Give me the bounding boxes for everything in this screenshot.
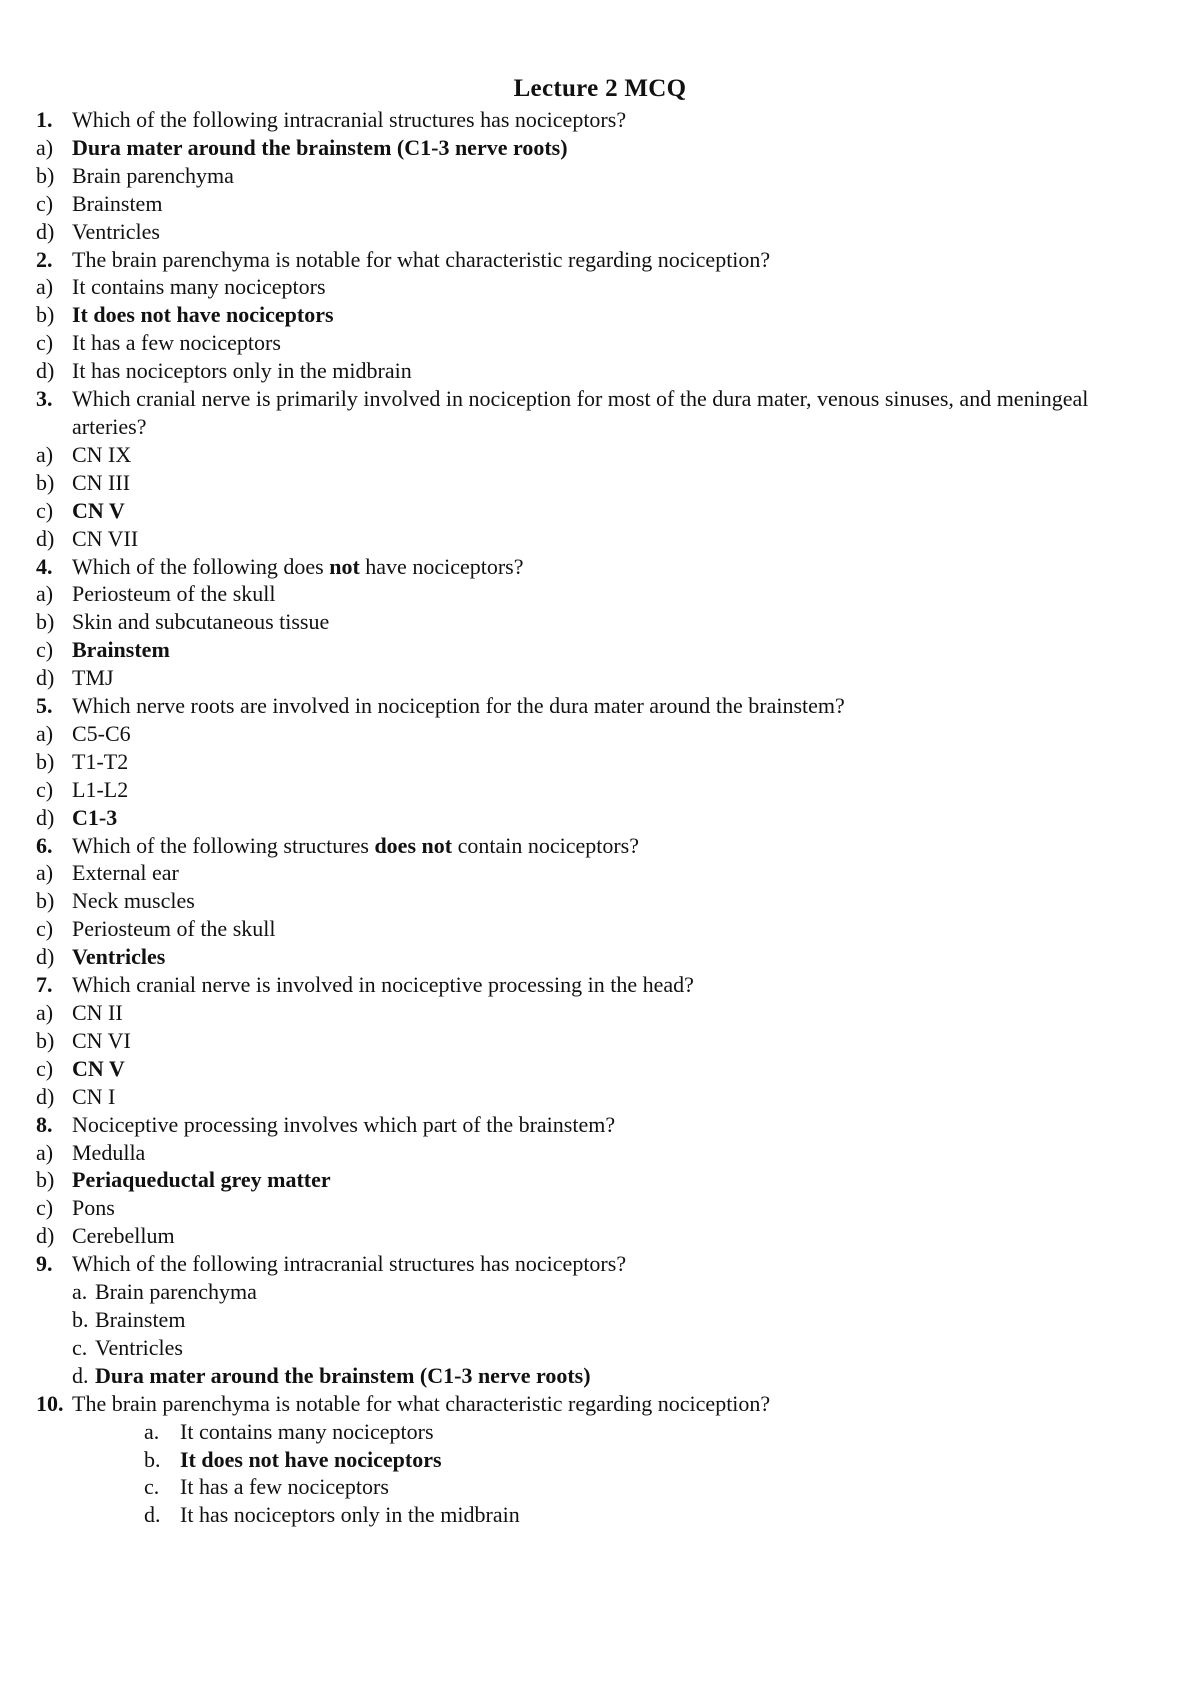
question-stem bbox=[36, 1111, 1166, 1139]
option-text: Brain parenchyma bbox=[72, 162, 234, 188]
option-label: b) bbox=[36, 609, 55, 635]
question-text bbox=[72, 971, 694, 999]
answer-option bbox=[36, 887, 1166, 915]
option-text: Brainstem bbox=[72, 190, 163, 216]
option-text: It does not have nociceptors bbox=[72, 302, 334, 328]
option-label: c) bbox=[36, 776, 54, 802]
option-label: a) bbox=[36, 1139, 54, 1165]
text-segment: Which cranial nerve is primarily involved in nociception for most of the dura mater, venous sinuses, and meningeal arteries? bbox=[72, 386, 1089, 439]
option-label: b) bbox=[36, 1167, 55, 1193]
question-number: 1. bbox=[36, 107, 53, 132]
option-label: a) bbox=[36, 581, 54, 607]
option-text: It has nociceptors only in the midbrain bbox=[72, 358, 412, 384]
option-text: CN IX bbox=[72, 441, 132, 467]
answer-option bbox=[36, 664, 1166, 692]
option-text: Pons bbox=[72, 1195, 115, 1221]
answer-option bbox=[36, 1501, 1166, 1529]
option-label: b. bbox=[72, 1306, 89, 1332]
question-number: 2. bbox=[36, 246, 53, 272]
question-text bbox=[72, 553, 524, 581]
option-label: b) bbox=[36, 888, 55, 914]
option-text: Ventricles bbox=[95, 1334, 183, 1360]
option-label: a) bbox=[36, 134, 54, 160]
option-text: External ear bbox=[72, 860, 179, 886]
text-segment: The brain parenchyma is notable for what characteristic regarding nociception? bbox=[72, 1390, 771, 1416]
answer-option-correct bbox=[36, 1166, 1166, 1194]
answer-option bbox=[36, 1334, 1166, 1362]
option-text: TMJ bbox=[72, 665, 114, 691]
question-number: 7. bbox=[36, 972, 53, 998]
text-segment: Nociceptive processing involves which part of the brainstem? bbox=[72, 1111, 616, 1137]
option-label: c) bbox=[36, 1055, 54, 1081]
option-label: c. bbox=[72, 1334, 88, 1360]
option-text: It contains many nociceptors bbox=[72, 274, 326, 300]
option-text: Cerebellum bbox=[72, 1223, 175, 1249]
question-stem bbox=[36, 832, 1166, 860]
option-text: CN II bbox=[72, 1000, 123, 1025]
option-label: d) bbox=[36, 1223, 55, 1249]
question-text bbox=[72, 1111, 615, 1139]
option-label: a. bbox=[144, 1418, 160, 1444]
option-text: It has a few nociceptors bbox=[180, 1474, 389, 1500]
question-text bbox=[72, 692, 845, 720]
answer-option bbox=[36, 469, 1166, 497]
answer-option bbox=[36, 525, 1166, 553]
option-text: Dura mater around the brainstem (C1-3 nerve roots) bbox=[95, 1362, 591, 1388]
answer-option bbox=[36, 720, 1166, 748]
answer-option bbox=[36, 1194, 1166, 1222]
option-label: b) bbox=[36, 302, 55, 328]
answer-option bbox=[36, 190, 1166, 218]
text-segment: contain nociceptors? bbox=[452, 832, 639, 858]
option-label: d) bbox=[36, 358, 55, 384]
question-number: 9. bbox=[36, 1251, 53, 1277]
answer-option bbox=[36, 748, 1166, 776]
option-label: c) bbox=[36, 497, 54, 523]
option-text: It does not have nociceptors bbox=[180, 1446, 442, 1472]
question-list bbox=[36, 106, 1166, 1529]
option-label: d) bbox=[36, 1083, 55, 1109]
text-segment: Which of the following intracranial structures has nociceptors? bbox=[72, 107, 627, 132]
answer-option bbox=[36, 1278, 1166, 1306]
option-text: Periosteum of the skull bbox=[72, 916, 276, 942]
option-text: C1-3 bbox=[72, 804, 118, 830]
option-label: a) bbox=[36, 860, 54, 886]
option-text: CN VII bbox=[72, 525, 139, 551]
question-text bbox=[72, 1390, 770, 1418]
option-label: d) bbox=[36, 665, 55, 691]
answer-option bbox=[36, 915, 1166, 943]
option-label: c. bbox=[144, 1474, 160, 1500]
option-label: d) bbox=[36, 218, 55, 244]
answer-option-correct bbox=[36, 497, 1166, 525]
answer-option bbox=[36, 162, 1166, 190]
text-segment: Which of the following structures bbox=[72, 832, 375, 858]
option-label: d) bbox=[36, 525, 55, 551]
answer-option bbox=[36, 441, 1166, 469]
answer-option-correct bbox=[36, 301, 1166, 329]
answer-option-correct bbox=[36, 636, 1166, 664]
option-label: b) bbox=[36, 1027, 55, 1053]
question-stem bbox=[36, 971, 1166, 999]
question-number: 8. bbox=[36, 1111, 53, 1137]
option-text: Brain parenchyma bbox=[95, 1279, 257, 1305]
question-text bbox=[72, 246, 770, 274]
option-label: c) bbox=[36, 1195, 54, 1221]
question-text bbox=[72, 832, 639, 860]
text-segment: Which cranial nerve is involved in nociceptive processing in the head? bbox=[72, 972, 694, 998]
option-text: CN III bbox=[72, 469, 131, 495]
text-segment: Which of the following does bbox=[72, 553, 330, 579]
option-label: b. bbox=[144, 1446, 161, 1472]
answer-option bbox=[36, 859, 1166, 887]
question-number: 10. bbox=[36, 1390, 64, 1416]
option-text: Ventricles bbox=[72, 944, 166, 970]
option-text: CN I bbox=[72, 1083, 116, 1109]
option-label: d) bbox=[36, 944, 55, 970]
option-text: Periaqueductal grey matter bbox=[72, 1167, 331, 1193]
question-stem bbox=[36, 385, 1166, 441]
question-stem bbox=[36, 246, 1166, 274]
answer-option-correct bbox=[36, 1055, 1166, 1083]
option-label: b) bbox=[36, 469, 55, 495]
answer-option-correct bbox=[36, 804, 1166, 832]
question-number: 4. bbox=[36, 553, 53, 579]
option-label: b) bbox=[36, 748, 55, 774]
option-label: a) bbox=[36, 1000, 54, 1025]
option-label: d. bbox=[72, 1362, 89, 1388]
emphasis-text: not bbox=[329, 553, 360, 579]
question-stem bbox=[36, 106, 1166, 134]
option-text: Neck muscles bbox=[72, 888, 195, 914]
option-text: Brainstem bbox=[72, 637, 170, 663]
option-label: a) bbox=[36, 274, 54, 300]
answer-option bbox=[36, 1027, 1166, 1055]
question-text bbox=[72, 385, 1166, 441]
option-label: d) bbox=[36, 804, 55, 830]
option-label: c) bbox=[36, 190, 54, 216]
option-text: It contains many nociceptors bbox=[180, 1418, 434, 1444]
text-segment: Which of the following intracranial structures has nociceptors? bbox=[72, 1251, 627, 1277]
option-label: c) bbox=[36, 916, 54, 942]
option-text: Skin and subcutaneous tissue bbox=[72, 609, 330, 635]
answer-option bbox=[36, 357, 1166, 385]
option-label: c) bbox=[36, 330, 54, 356]
option-label: a) bbox=[36, 441, 54, 467]
answer-option bbox=[36, 1083, 1166, 1111]
answer-option bbox=[36, 999, 1166, 1027]
page-title: Lecture 2 MCQ bbox=[513, 75, 687, 102]
question-text bbox=[72, 106, 626, 134]
answer-option-correct bbox=[36, 1446, 1166, 1474]
option-text: Dura mater around the brainstem (C1-3 nerve roots) bbox=[72, 134, 568, 160]
option-text: Periosteum of the skull bbox=[72, 581, 276, 607]
question-text bbox=[72, 1250, 626, 1278]
option-text: CN V bbox=[72, 497, 125, 523]
answer-option bbox=[36, 1418, 1166, 1446]
text-segment: The brain parenchyma is notable for what characteristic regarding nociception? bbox=[72, 246, 771, 272]
answer-option bbox=[36, 608, 1166, 636]
option-text: Brainstem bbox=[95, 1306, 186, 1332]
option-text: Ventricles bbox=[72, 218, 160, 244]
option-label: a. bbox=[72, 1279, 88, 1305]
option-text: Medulla bbox=[72, 1139, 146, 1165]
question-number: 3. bbox=[36, 386, 53, 412]
answer-option bbox=[36, 1473, 1166, 1501]
answer-option bbox=[36, 218, 1166, 246]
answer-option bbox=[36, 580, 1166, 608]
answer-option bbox=[36, 776, 1166, 804]
answer-option bbox=[36, 1139, 1166, 1167]
option-label: b) bbox=[36, 162, 55, 188]
option-text: T1-T2 bbox=[72, 748, 129, 774]
question-stem bbox=[36, 553, 1166, 581]
option-label: d. bbox=[144, 1502, 161, 1528]
option-label: a) bbox=[36, 720, 54, 746]
answer-option bbox=[36, 329, 1166, 357]
answer-option bbox=[36, 1306, 1166, 1334]
option-text: CN V bbox=[72, 1055, 125, 1081]
answer-option bbox=[36, 273, 1166, 301]
option-text: CN VI bbox=[72, 1027, 131, 1053]
question-stem bbox=[36, 1250, 1166, 1278]
text-segment: have nociceptors? bbox=[359, 553, 524, 579]
option-label: c) bbox=[36, 637, 54, 663]
question-stem bbox=[36, 1390, 1166, 1418]
answer-option bbox=[36, 1222, 1166, 1250]
text-segment: Which nerve roots are involved in nociception for the dura mater around the brainstem? bbox=[72, 693, 845, 719]
question-number: 5. bbox=[36, 693, 53, 719]
option-text: It has nociceptors only in the midbrain bbox=[180, 1502, 520, 1528]
option-text: C5-C6 bbox=[72, 720, 131, 746]
answer-option-correct bbox=[36, 1362, 1166, 1390]
question-stem bbox=[36, 692, 1166, 720]
answer-option-correct bbox=[36, 943, 1166, 971]
option-text: It has a few nociceptors bbox=[72, 330, 281, 356]
option-text: L1-L2 bbox=[72, 776, 129, 802]
emphasis-text: does not bbox=[374, 832, 453, 858]
question-number: 6. bbox=[36, 832, 53, 858]
answer-option-correct bbox=[36, 134, 1166, 162]
